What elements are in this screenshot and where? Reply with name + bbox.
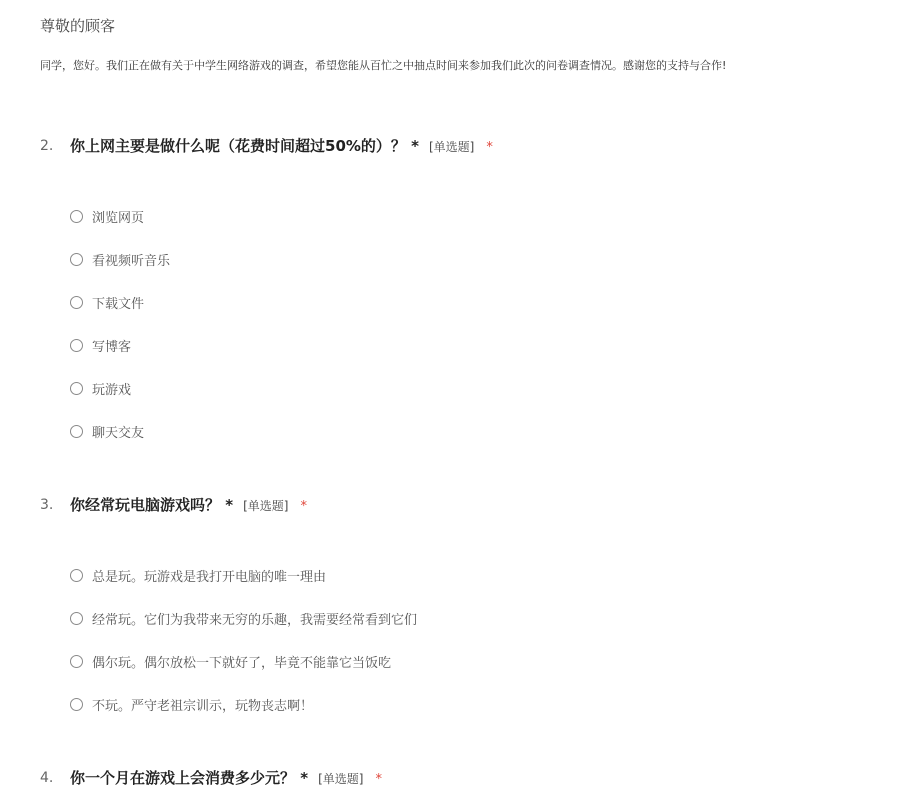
radio-button[interactable] — [70, 339, 83, 352]
radio-button[interactable] — [70, 698, 83, 711]
question-title-text: 你一个月在游戏上会消费多少元？ * — [70, 769, 309, 787]
question-2 — [40, 133, 880, 441]
option-label: 看视频听音乐 — [92, 253, 171, 269]
option-label: 写博客 — [92, 339, 132, 355]
survey-intro: 同学，您好。我们正在做有关于中学生网络游戏的调查，希望您能从百忙之中抽点时间来参加我们此次的问卷调查情况。感谢您的支持与合作! — [40, 59, 727, 72]
question-number: 2. — [40, 138, 54, 154]
option-video-music[interactable] — [70, 249, 170, 269]
question-type-badge: [单选题] — [428, 140, 475, 154]
radio-button[interactable] — [70, 382, 83, 395]
question-type-badge: [单选题] — [243, 499, 289, 513]
option-chat[interactable] — [70, 421, 144, 441]
survey-title: 尊敬的顾客 — [40, 17, 116, 35]
radio-button[interactable] — [70, 612, 83, 625]
option-label: 下载文件 — [92, 296, 145, 312]
required-marker: * — [375, 772, 382, 787]
question-4 — [40, 765, 880, 791]
option-play-games[interactable] — [70, 378, 131, 398]
question-number: 3. — [40, 497, 54, 513]
option-label: 聊天交友 — [92, 425, 145, 441]
option-always-play[interactable] — [70, 565, 326, 585]
required-marker: * — [300, 499, 307, 514]
question-title-text: 你经常玩电脑游戏吗？ * — [70, 496, 234, 514]
required-marker: * — [486, 140, 493, 155]
option-label: 不玩。严守老祖宗训示，玩物丧志啊！ — [92, 698, 314, 714]
question-header — [40, 492, 880, 518]
option-label: 经常玩。它们为我带来无穷的乐趣，我需要经常看到它们 — [92, 612, 418, 628]
radio-button[interactable] — [70, 296, 83, 309]
option-never-play[interactable] — [70, 694, 313, 714]
question-header — [40, 765, 880, 791]
question-number: 4. — [40, 770, 54, 786]
radio-button[interactable] — [70, 655, 83, 668]
question-type-badge: [单选题] — [318, 772, 364, 786]
option-download-files[interactable] — [70, 292, 144, 312]
radio-button[interactable] — [70, 425, 83, 438]
question-title — [70, 492, 307, 520]
option-label: 浏览网页 — [92, 210, 145, 226]
option-browse-web[interactable] — [70, 206, 144, 226]
radio-button[interactable] — [70, 253, 83, 266]
question-header — [40, 133, 880, 159]
option-label: 偶尔玩。偶尔放松一下就好了，毕竟不能靠它当饭吃 — [92, 655, 392, 671]
option-label: 玩游戏 — [92, 382, 132, 398]
question-3 — [40, 492, 880, 714]
option-often-play[interactable] — [70, 608, 417, 628]
question-title — [70, 765, 382, 793]
radio-button[interactable] — [70, 569, 83, 582]
radio-button[interactable] — [70, 210, 83, 223]
option-blog[interactable] — [70, 335, 131, 355]
option-label: 总是玩。玩游戏是我打开电脑的唯一理由 — [92, 569, 327, 585]
question-title-text: 你上网主要是做什么呢（花费时间超过50%的）？ * — [70, 137, 419, 155]
question-title — [70, 133, 493, 161]
option-sometimes-play[interactable] — [70, 651, 391, 671]
